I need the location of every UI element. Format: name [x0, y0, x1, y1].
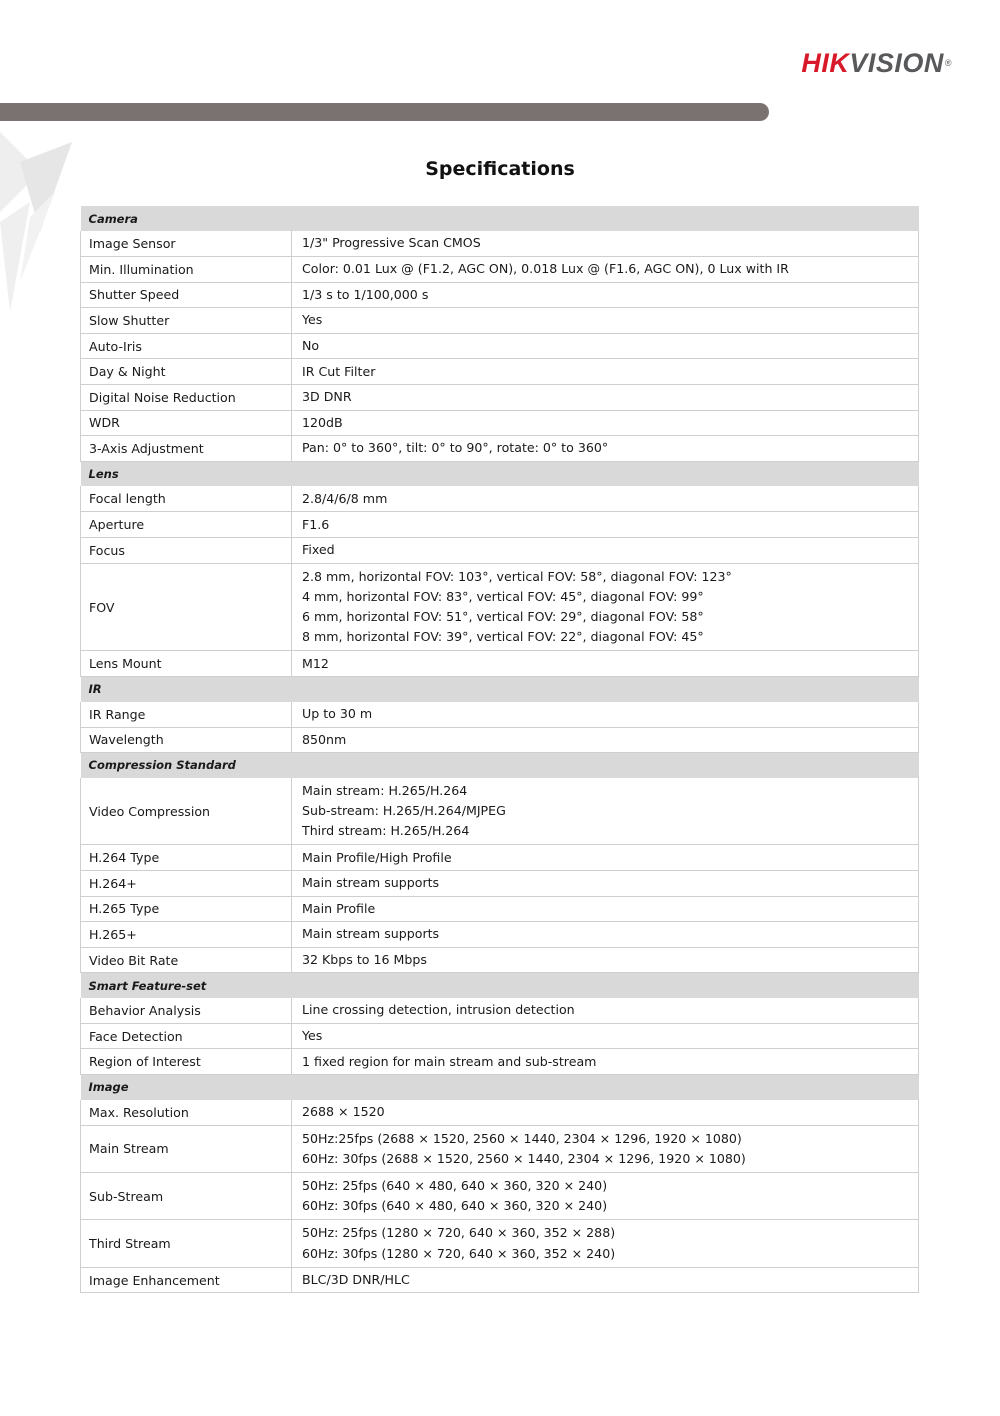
spec-value: [292, 257, 919, 283]
spec-value-line: 3D DNR: [302, 389, 352, 405]
spec-value-line: Main Profile/High Profile: [302, 849, 452, 865]
spec-row: [81, 512, 919, 538]
spec-label: Region of Interest: [81, 1049, 292, 1075]
spec-value-line: M12: [302, 655, 329, 671]
spec-value-line: 32 Kbps to 16 Mbps: [302, 951, 427, 967]
spec-row: [81, 1100, 919, 1126]
spec-label: Face Detection: [81, 1023, 292, 1049]
spec-value-line: Yes: [302, 1028, 323, 1044]
spec-row: [81, 359, 919, 385]
header-bar: [0, 103, 769, 121]
spec-label: Lens Mount: [81, 651, 292, 677]
logo-hik: HIK: [801, 48, 850, 78]
spec-label: H.264 Type: [81, 845, 292, 871]
section-title: IR: [81, 677, 919, 702]
spec-value: [292, 1125, 919, 1172]
spec-row: [81, 308, 919, 334]
spec-label: Video Bit Rate: [81, 947, 292, 973]
spec-row: [81, 282, 919, 308]
spec-row: [81, 1125, 919, 1172]
section-title: Lens: [81, 461, 919, 486]
spec-row: [81, 410, 919, 436]
spec-value-line: Yes: [302, 312, 323, 328]
spec-value: [292, 1023, 919, 1049]
spec-label: 3-Axis Adjustment: [81, 436, 292, 462]
spec-row: [81, 436, 919, 462]
spec-label: Min. Illumination: [81, 257, 292, 283]
spec-value-line: 1 fixed region for main stream and sub-stream: [302, 1053, 597, 1069]
spec-value-line: 60Hz: 30fps (1280 × 720, 640 × 360, 352 × 240): [302, 1245, 616, 1261]
spec-label: Slow Shutter: [81, 308, 292, 334]
spec-value: [292, 727, 919, 753]
decorative-shapes: [0, 122, 80, 322]
spec-row: [81, 333, 919, 359]
spec-value: [292, 922, 919, 948]
spec-row: [81, 702, 919, 728]
spec-value: [292, 1267, 919, 1293]
spec-row: [81, 1220, 919, 1267]
specifications-table: [80, 206, 919, 1293]
spec-label: Digital Noise Reduction: [81, 385, 292, 411]
spec-value-line: Third stream: H.265/H.264: [302, 823, 470, 839]
spec-value-line: 4 mm, horizontal FOV: 83°, vertical FOV: 45°, diagonal FOV: 99°: [302, 588, 704, 604]
spec-row: [81, 845, 919, 871]
spec-row: [81, 870, 919, 896]
spec-label: Focus: [81, 538, 292, 564]
spec-value-line: 120dB: [302, 414, 343, 430]
spec-label: H.265 Type: [81, 896, 292, 922]
spec-value-line: 50Hz:25fps (2688 × 1520, 2560 × 1440, 2304 × 1296, 1920 × 1080): [302, 1130, 742, 1146]
spec-label: WDR: [81, 410, 292, 436]
spec-value: [292, 538, 919, 564]
spec-value: [292, 385, 919, 411]
spec-value: [292, 308, 919, 334]
spec-value: [292, 563, 919, 651]
spec-row: [81, 257, 919, 283]
spec-value: [292, 359, 919, 385]
spec-value-line: 60Hz: 30fps (2688 × 1520, 2560 × 1440, 2304 × 1296, 1920 × 1080): [302, 1150, 746, 1166]
logo-registered-mark: ®: [944, 58, 952, 68]
spec-value: [292, 896, 919, 922]
spec-label: FOV: [81, 563, 292, 651]
spec-label: Main Stream: [81, 1125, 292, 1172]
spec-label: H.265+: [81, 922, 292, 948]
spec-value: [292, 1100, 919, 1126]
spec-value-line: Color: 0.01 Lux @ (F1.2, AGC ON), 0.018 Lux @ (F1.6, AGC ON), 0 Lux with IR: [302, 261, 789, 277]
page-title: Specifications: [425, 158, 575, 180]
spec-value-line: Line crossing detection, intrusion detection: [302, 1002, 575, 1018]
spec-label: Third Stream: [81, 1220, 292, 1267]
spec-row: [81, 727, 919, 753]
spec-value-line: Main Profile: [302, 900, 376, 916]
spec-value-line: 50Hz: 25fps (640 × 480, 640 × 360, 320 × 240): [302, 1178, 608, 1194]
spec-value: [292, 947, 919, 973]
section-header: [81, 753, 919, 778]
spec-row: [81, 947, 919, 973]
spec-value: [292, 333, 919, 359]
spec-value-line: 60Hz: 30fps (640 × 480, 640 × 360, 320 × 240): [302, 1198, 608, 1214]
spec-value: [292, 486, 919, 512]
spec-row: [81, 922, 919, 948]
spec-value: [292, 282, 919, 308]
spec-value-line: 8 mm, horizontal FOV: 39°, vertical FOV: 22°, diagonal FOV: 45°: [302, 629, 704, 645]
section-header: [81, 677, 919, 702]
spec-value: [292, 778, 919, 845]
spec-label: Wavelength: [81, 727, 292, 753]
spec-row: [81, 1173, 919, 1220]
spec-value: [292, 436, 919, 462]
spec-label: H.264+: [81, 870, 292, 896]
spec-label: Focal length: [81, 486, 292, 512]
spec-label: Behavior Analysis: [81, 998, 292, 1024]
spec-value-line: No: [302, 338, 320, 354]
spec-value: [292, 231, 919, 257]
spec-value: [292, 870, 919, 896]
spec-label: IR Range: [81, 702, 292, 728]
spec-value-line: Up to 30 m: [302, 705, 373, 721]
section-header: [81, 461, 919, 486]
spec-value-line: Sub-stream: H.265/H.264/MJPEG: [302, 802, 506, 818]
spec-value-line: 2.8/4/6/8 mm: [302, 490, 388, 506]
logo-vision: VISION: [849, 48, 944, 78]
section-header: [81, 1075, 919, 1100]
spec-row: [81, 385, 919, 411]
spec-row: [81, 538, 919, 564]
section-title: Image: [81, 1075, 919, 1100]
spec-value-line: BLC/3D DNR/HLC: [302, 1272, 410, 1288]
spec-value: [292, 410, 919, 436]
hikvision-logo: [801, 48, 952, 78]
section-header: [81, 973, 919, 998]
spec-value: [292, 512, 919, 538]
spec-row: [81, 1267, 919, 1293]
spec-row: [81, 1023, 919, 1049]
spec-value-line: Pan: 0° to 360°, tilt: 0° to 90°, rotate: 0° to 360°: [302, 440, 609, 456]
spec-value-line: 1/3" Progressive Scan CMOS: [302, 235, 481, 251]
spec-value-line: IR Cut Filter: [302, 363, 376, 379]
spec-value-line: 50Hz: 25fps (1280 × 720, 640 × 360, 352 × 288): [302, 1225, 616, 1241]
spec-row: [81, 1049, 919, 1075]
spec-row: [81, 486, 919, 512]
spec-value: [292, 1173, 919, 1220]
spec-value: [292, 651, 919, 677]
section-header: [81, 206, 919, 231]
spec-row: [81, 563, 919, 651]
section-title: Smart Feature-set: [81, 973, 919, 998]
spec-label: Aperture: [81, 512, 292, 538]
spec-value-line: 2.8 mm, horizontal FOV: 103°, vertical FOV: 58°, diagonal FOV: 123°: [302, 568, 732, 584]
spec-value-line: 2688 × 1520: [302, 1104, 385, 1120]
spec-value-line: 850nm: [302, 731, 347, 747]
spec-label: Day & Night: [81, 359, 292, 385]
spec-value-line: Fixed: [302, 542, 335, 558]
spec-label: Max. Resolution: [81, 1100, 292, 1126]
spec-value: [292, 1049, 919, 1075]
spec-label: Image Sensor: [81, 231, 292, 257]
spec-value-line: Main stream: H.265/H.264: [302, 782, 468, 798]
spec-value-line: F1.6: [302, 516, 330, 532]
spec-label: Image Enhancement: [81, 1267, 292, 1293]
spec-row: [81, 231, 919, 257]
spec-row: [81, 651, 919, 677]
spec-row: [81, 896, 919, 922]
spec-value: [292, 845, 919, 871]
spec-value: [292, 702, 919, 728]
section-title: Camera: [81, 206, 919, 231]
spec-value: [292, 998, 919, 1024]
spec-value-line: Main stream supports: [302, 875, 440, 891]
spec-label: Video Compression: [81, 778, 292, 845]
section-title: Compression Standard: [81, 753, 919, 778]
spec-value-line: Main stream supports: [302, 926, 440, 942]
spec-row: [81, 998, 919, 1024]
spec-label: Sub-Stream: [81, 1173, 292, 1220]
spec-label: Auto-Iris: [81, 333, 292, 359]
spec-value-line: 6 mm, horizontal FOV: 51°, vertical FOV: 29°, diagonal FOV: 58°: [302, 609, 704, 625]
spec-row: [81, 778, 919, 845]
spec-value-line: 1/3 s to 1/100,000 s: [302, 286, 429, 302]
spec-value: [292, 1220, 919, 1267]
spec-label: Shutter Speed: [81, 282, 292, 308]
